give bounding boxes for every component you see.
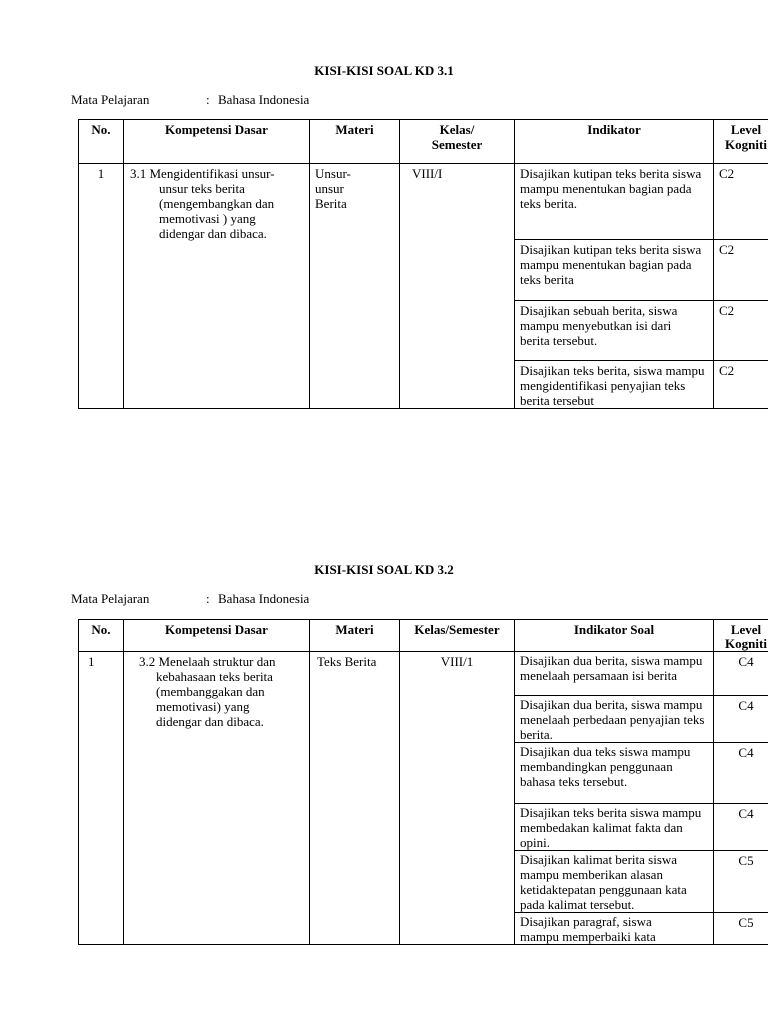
- kompetensi-dasar-cell: [124, 652, 310, 945]
- indikator-cell: Disajikan teks berita, siswa mampu mengidentifikasi penyajian teks berita tersebut: [515, 361, 714, 409]
- level-cell: C5: [714, 913, 768, 945]
- level-cell: C4: [714, 743, 768, 804]
- level-cell: C4: [714, 652, 768, 696]
- indikator-cell: Disajikan sebuah berita, siswa mampu menyebutkan isi dari berita tersebut.: [515, 301, 714, 361]
- table-header-row: [79, 620, 768, 652]
- header-kelas-semester: [400, 120, 515, 164]
- indikator-cell: Disajikan kutipan teks berita siswa mampu menentukan bagian pada teks berita.: [515, 164, 714, 240]
- kd-rest: unsur teks berita (mengembangkan dan memotivasi ) yang didengar dan dibaca.: [159, 181, 275, 241]
- header-materi: Materi: [310, 620, 400, 652]
- subject-label: Mata Pelajaran: [71, 92, 150, 107]
- kisi-table-kd31: [78, 119, 768, 409]
- level-cell: C4: [714, 696, 768, 743]
- indikator-cell: Disajikan dua teks siswa mampu membandingkan penggunaan bahasa teks tersebut.: [515, 743, 714, 804]
- table-row: [79, 652, 768, 696]
- header-kelas-line1: Kelas/: [439, 122, 475, 137]
- header-kelas-line2: Semester: [431, 137, 483, 152]
- indikator-cell: Disajikan dua berita, siswa mampu menelaah perbedaan penyajian teks berita.: [515, 696, 714, 743]
- subject-separator: :: [206, 591, 210, 606]
- subject-value: Bahasa Indonesia: [218, 92, 310, 107]
- header-materi: Materi: [310, 120, 400, 164]
- header-level-line1: Level: [730, 122, 762, 137]
- level-cell: C4: [714, 804, 768, 851]
- level-cell: C2: [714, 361, 768, 409]
- table-row: [79, 164, 768, 240]
- header-kompetensi-dasar: Kompetensi Dasar: [124, 120, 310, 164]
- kelas-semester-cell: VIII/I: [400, 164, 515, 409]
- subject-label: Mata Pelajaran: [71, 591, 150, 606]
- header-kompetensi-dasar: Kompetensi Dasar: [124, 620, 310, 652]
- kompetensi-dasar-cell: [124, 164, 310, 409]
- section2-title: KISI-KISI SOAL KD 3.2: [314, 562, 454, 577]
- subject-separator: :: [206, 92, 210, 107]
- section2-subject-line: [71, 591, 309, 606]
- indikator-cell: Disajikan paragraf, siswa mampu memperbaiki kata: [515, 913, 714, 945]
- header-level-line2: Kogniti: [725, 137, 767, 152]
- level-cell: C5: [714, 851, 768, 913]
- level-cell: C2: [714, 164, 768, 240]
- kisi-table-kd32: [78, 619, 768, 945]
- header-no: No.: [79, 120, 124, 164]
- row-number: 1: [79, 652, 124, 945]
- kd-first-line: 3.1 Mengidentifikasi unsur-: [130, 166, 275, 181]
- indikator-cell: Disajikan kalimat berita siswa mampu memberikan alasan ketidaktepatan penggunaan kata pada kalimat tersebut.: [515, 851, 714, 913]
- section1-title: KISI-KISI SOAL KD 3.1: [314, 63, 454, 78]
- header-level-line2: Kogniti: [725, 636, 767, 651]
- kd-first-line: 3.2 Menelaah struktur dan: [139, 654, 276, 669]
- header-indikator-soal: Indikator Soal: [515, 620, 714, 652]
- header-no: No.: [79, 620, 124, 652]
- level-cell: C2: [714, 301, 768, 361]
- level-cell: C2: [714, 240, 768, 301]
- materi-cell: Unsur-unsur Berita: [310, 164, 400, 409]
- indikator-cell: Disajikan dua berita, siswa mampu menelaah persamaan isi berita: [515, 652, 714, 696]
- header-level-kognitif: [714, 120, 768, 164]
- header-level-line1: Level: [730, 622, 762, 637]
- indikator-cell: Disajikan teks berita siswa mampu membedakan kalimat fakta dan opini.: [515, 804, 714, 851]
- kelas-semester-cell: VIII/1: [400, 652, 515, 945]
- header-indikator: Indikator: [515, 120, 714, 164]
- section1-subject-line: [71, 92, 309, 107]
- header-level-kognitif: [714, 620, 768, 652]
- kd-rest: kebahasaan teks berita (membanggakan dan memotivasi) yang didengar dan dibaca.: [156, 669, 273, 729]
- subject-value: Bahasa Indonesia: [218, 591, 310, 606]
- table-header-row: [79, 120, 768, 164]
- header-kelas-semester: Kelas/Semester: [400, 620, 515, 652]
- materi-cell: Teks Berita: [310, 652, 400, 945]
- indikator-cell: Disajikan kutipan teks berita siswa mampu menentukan bagian pada teks berita: [515, 240, 714, 301]
- row-number: 1: [79, 164, 124, 409]
